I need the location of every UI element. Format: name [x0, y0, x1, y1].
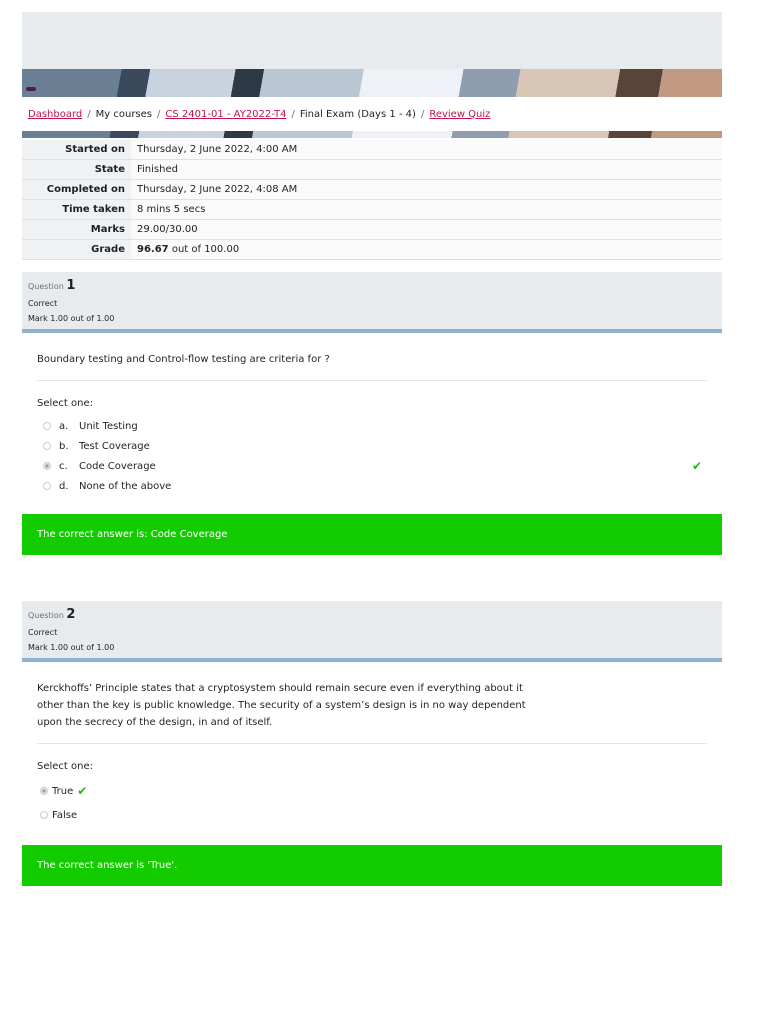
question-number	[28, 278, 716, 293]
question-status: Correct	[28, 628, 58, 637]
radio-button-selected[interactable]	[40, 787, 48, 795]
top-header-area	[22, 12, 722, 69]
question-status: Correct	[28, 299, 58, 308]
question-content	[22, 333, 722, 514]
question-text-line: other than the key is public knowledge. The security of a system’s design is in no way dependent	[37, 700, 526, 711]
check-icon: ✔	[77, 783, 88, 798]
summary-label: Marks	[22, 220, 131, 240]
question-text	[37, 680, 707, 744]
question-number-value: 2	[66, 607, 76, 622]
summary-label: Grade	[22, 240, 131, 260]
question-text-line: Kerckhoffs’ Principle states that a cryptosystem should remain secure even if everything about it	[37, 683, 523, 694]
question-2	[22, 601, 722, 886]
attempt-summary-table	[22, 140, 722, 260]
question-text-line: upon the secrecy of the design, in and of itself.	[37, 717, 273, 728]
option-text: Code Coverage	[79, 460, 156, 472]
summary-row-marks	[22, 220, 722, 240]
option-letter: a.	[59, 420, 69, 432]
breadcrumb-review-link[interactable]: Review Quiz	[429, 108, 491, 120]
breadcrumb-exam: Final Exam (Days 1 - 4)	[299, 108, 416, 120]
breadcrumb	[22, 97, 722, 131]
summary-row-time-taken	[22, 200, 722, 220]
breadcrumb-separator: /	[291, 108, 295, 120]
summary-label: Started on	[22, 140, 131, 160]
summary-value: Thursday, 2 June 2022, 4:00 AM	[131, 140, 722, 160]
banner-marker	[26, 87, 36, 91]
summary-value: Thursday, 2 June 2022, 4:08 AM	[131, 180, 722, 200]
breadcrumb-my-courses: My courses	[95, 108, 153, 120]
option-text: Unit Testing	[79, 420, 138, 432]
answer-option-true[interactable]	[37, 779, 707, 803]
breadcrumb-separator: /	[157, 108, 161, 120]
option-letter: d.	[59, 480, 69, 492]
option-text: None of the above	[79, 480, 172, 492]
summary-value: 29.00/30.00	[131, 220, 722, 240]
answer-option-false[interactable]	[37, 803, 707, 827]
course-banner-image	[22, 69, 722, 138]
spacer	[22, 555, 722, 589]
answer-option-c[interactable]	[37, 456, 707, 476]
summary-row-started	[22, 140, 722, 160]
radio-button-selected[interactable]	[43, 462, 51, 470]
select-one-prompt: Select one:	[37, 398, 94, 409]
question-label: Question	[28, 282, 64, 291]
summary-value: Finished	[131, 160, 722, 180]
answer-option-b[interactable]	[37, 436, 707, 456]
grade-out-of: out of 100.00	[168, 244, 240, 255]
answer-option-a[interactable]	[37, 416, 707, 436]
option-text: True	[52, 785, 74, 797]
quiz-review-page	[22, 12, 722, 886]
radio-button[interactable]	[43, 442, 51, 450]
summary-row-state	[22, 160, 722, 180]
question-label: Question	[28, 611, 64, 620]
correct-answer-feedback: The correct answer is: Code Coverage	[22, 514, 722, 555]
summary-row-completed	[22, 180, 722, 200]
breadcrumb-separator: /	[420, 108, 425, 120]
summary-value	[131, 240, 722, 260]
question-info	[22, 601, 722, 662]
question-content	[22, 662, 722, 845]
radio-button[interactable]	[40, 811, 48, 819]
grade-value: 96.67	[137, 244, 169, 255]
option-text: False	[52, 809, 78, 821]
option-text: Test Coverage	[79, 440, 150, 452]
summary-label: State	[22, 160, 131, 180]
summary-value: 8 mins 5 secs	[131, 200, 722, 220]
breadcrumb-course-link[interactable]: CS 2401-01 - AY2022-T4	[165, 108, 287, 120]
breadcrumb-separator: /	[87, 108, 91, 120]
correct-answer-feedback: The correct answer is 'True'.	[22, 845, 722, 886]
question-number-value: 1	[66, 278, 76, 293]
check-icon: ✔	[691, 458, 702, 473]
summary-label: Completed on	[22, 180, 131, 200]
answer-option-d[interactable]	[37, 476, 707, 496]
radio-button[interactable]	[43, 422, 51, 430]
summary-row-grade	[22, 240, 722, 260]
option-letter: b.	[59, 440, 69, 452]
question-text: Boundary testing and Control-flow testing are criteria for ?	[37, 351, 707, 381]
question-number	[28, 607, 716, 622]
summary-label: Time taken	[22, 200, 131, 220]
question-1	[22, 272, 722, 555]
breadcrumb-dashboard-link[interactable]: Dashboard	[28, 108, 83, 120]
select-one-prompt: Select one:	[37, 761, 94, 772]
question-mark: Mark 1.00 out of 1.00	[28, 643, 115, 652]
option-letter: c.	[59, 460, 68, 472]
radio-button[interactable]	[43, 482, 51, 490]
question-mark: Mark 1.00 out of 1.00	[28, 314, 115, 323]
question-info	[22, 272, 722, 333]
